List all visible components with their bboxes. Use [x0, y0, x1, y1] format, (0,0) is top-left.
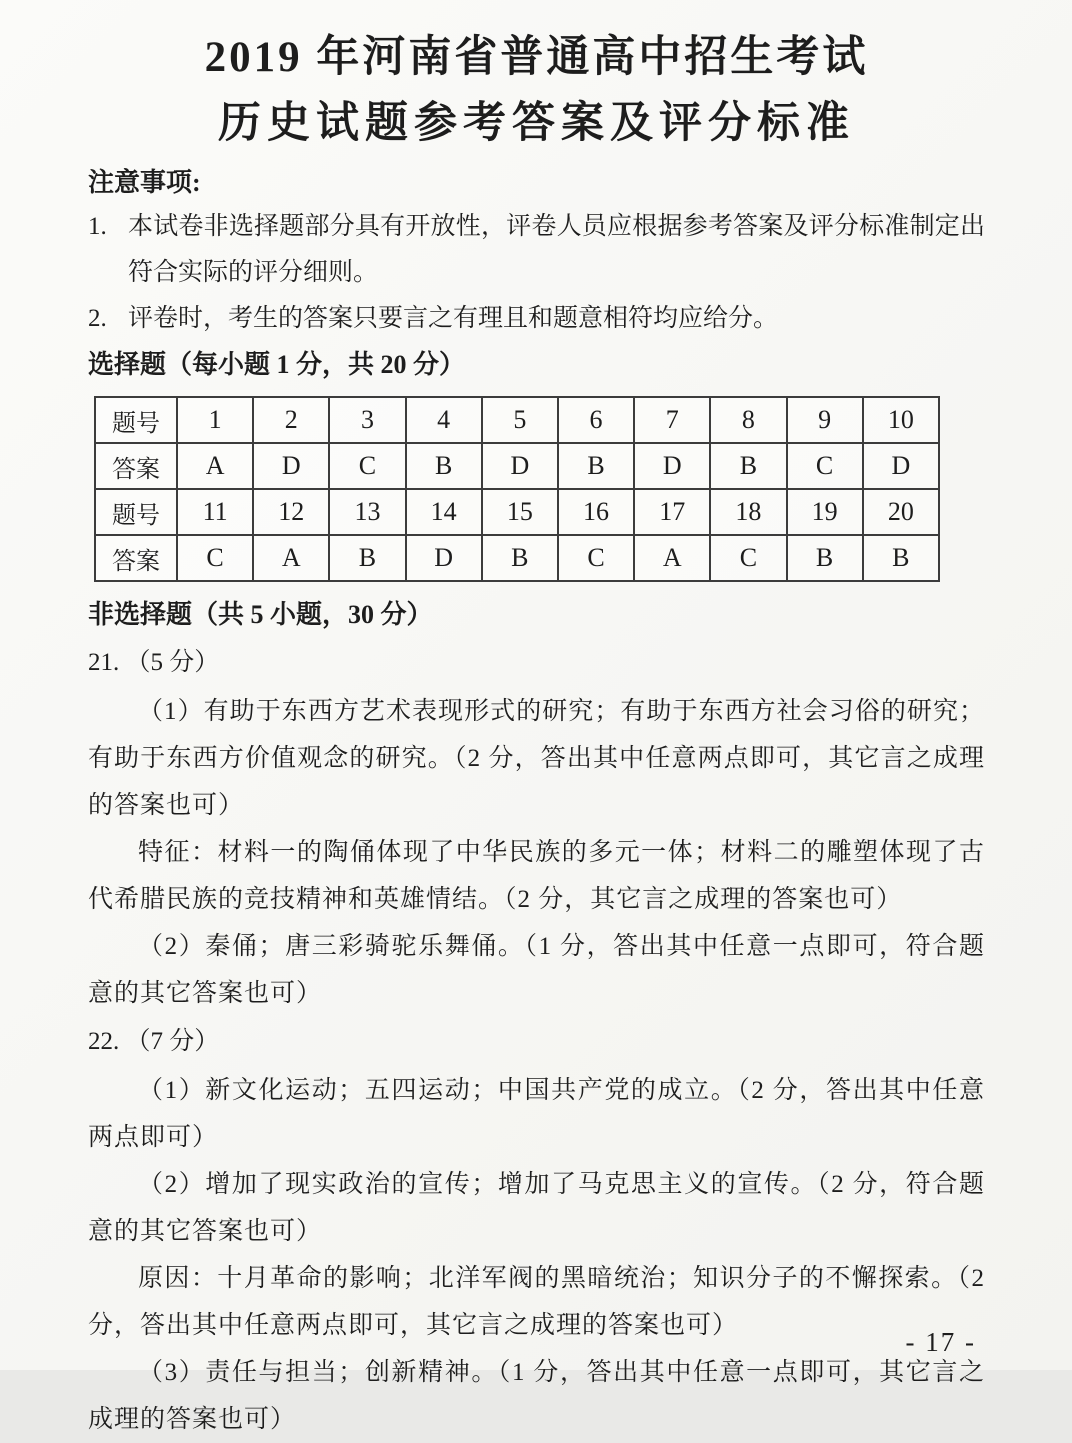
question-number-cell: 11: [177, 489, 253, 535]
question-number-cell: 12: [253, 489, 329, 535]
answer-paragraph: 特征：材料一的陶俑体现了中华民族的多元一体；材料二的雕塑体现了古代希腊民族的竞技精神和英雄情结。（2 分，其它言之成理的答案也可）: [88, 839, 985, 913]
answer-cell: D: [863, 443, 939, 489]
question-number: 22.: [88, 1028, 120, 1055]
row-label-cell: 答案: [95, 443, 177, 489]
question-heading: [88, 638, 985, 688]
page-title: 2019 年河南省普通高中招生考试: [204, 34, 869, 81]
question-number-cell: 14: [406, 489, 482, 535]
answer-cell: C: [177, 535, 253, 581]
nonchoice-section-heading: 非选择题（共 5 小题，30 分）: [88, 600, 433, 629]
page-number: - 17 -: [905, 1327, 976, 1357]
question-number-cell: 20: [863, 489, 939, 535]
question-number-cell: 19: [787, 489, 863, 535]
answer-cell: D: [253, 443, 329, 489]
question-number: 21.: [88, 649, 120, 676]
question-number-cell: 16: [558, 489, 634, 535]
question-number-cell: 1: [177, 397, 253, 443]
answer-cell: B: [406, 443, 482, 489]
answer-paragraph: （1）有助于东西方艺术表现形式的研究；有助于东西方社会习俗的研究；有助于东西方价值观念的研究。（2 分，答出其中任意两点即可，其它言之成理的答案也可）: [88, 698, 985, 819]
question-number-cell: 9: [787, 397, 863, 443]
question-number-cell: 3: [329, 397, 405, 443]
answer-table: [94, 396, 940, 582]
answer-cell: B: [329, 535, 405, 581]
question-number-cell: 15: [482, 489, 558, 535]
answer-cell: C: [710, 535, 786, 581]
row-label-cell: 题号: [95, 489, 177, 535]
notice-number: 2.: [88, 305, 107, 332]
table-row-answers: [95, 443, 939, 489]
answer-cell: B: [787, 535, 863, 581]
row-label-cell: 题号: [95, 397, 177, 443]
question-number-cell: 6: [558, 397, 634, 443]
answer-paragraph: （3）责任与担当；创新精神。（1 分，答出其中任意一点即可，其它言之成理的答案也可）: [88, 1359, 985, 1433]
page-subtitle: 历史试题参考答案及评分标准: [218, 100, 855, 147]
notice-heading: 注意事项:: [88, 168, 201, 197]
answer-cell: A: [253, 535, 329, 581]
table-row-answers: [95, 535, 939, 581]
question-score: （7 分）: [125, 1028, 220, 1055]
answer-paragraph: （2）增加了现实政治的宣传；增加了马克思主义的宣传。（2 分，符合题意的其它答案也可）: [88, 1171, 985, 1245]
question-heading: [88, 1017, 985, 1067]
question-number-cell: 17: [634, 489, 710, 535]
table-row-question-numbers: [95, 489, 939, 535]
choice-section-heading: 选择题（每小题 1 分，共 20 分）: [88, 350, 466, 379]
question-number-cell: 18: [710, 489, 786, 535]
question-number-cell: 10: [863, 397, 939, 443]
answer-paragraph: （2）秦俑；唐三彩骑驼乐舞俑。（1 分，答出其中任意一点即可，符合题意的其它答案也可）: [88, 933, 985, 1007]
answer-cell: D: [634, 443, 710, 489]
table-row-question-numbers: [95, 397, 939, 443]
answer-cell: C: [329, 443, 405, 489]
question-number-cell: 5: [482, 397, 558, 443]
notice-text: 本试卷非选择题部分具有开放性，评卷人员应根据参考答案及评分标准制定出符合实际的评分细则。: [128, 213, 985, 286]
answer-paragraph: 原因：十月革命的影响；北洋军阀的黑暗统治；知识分子的不懈探索。（2 分，答出其中任意两点即可，其它言之成理的答案也可）: [88, 1265, 985, 1339]
notice-item-1: [88, 204, 985, 296]
answer-cell: B: [558, 443, 634, 489]
answer-cell: B: [482, 535, 558, 581]
question-number-cell: 7: [634, 397, 710, 443]
question-number-cell: 13: [329, 489, 405, 535]
answer-cell: B: [710, 443, 786, 489]
question-number-cell: 4: [406, 397, 482, 443]
answer-cell: C: [558, 535, 634, 581]
answer-cell: C: [787, 443, 863, 489]
answer-cell: B: [863, 535, 939, 581]
question-22: [88, 1017, 985, 1443]
notice-item-2: [88, 296, 985, 342]
answer-cell: D: [482, 443, 558, 489]
answer-cell: A: [634, 535, 710, 581]
notice-number: 1.: [88, 213, 107, 240]
row-label-cell: 答案: [95, 535, 177, 581]
question-number-cell: 8: [710, 397, 786, 443]
notice-text: 评卷时，考生的答案只要言之有理且和题意相符均应给分。: [128, 305, 779, 332]
question-21: [88, 638, 985, 1017]
question-score: （5 分）: [125, 649, 220, 676]
answer-cell: D: [406, 535, 482, 581]
answer-paragraph: （1）新文化运动；五四运动；中国共产党的成立。（2 分，答出其中任意两点即可）: [88, 1077, 985, 1151]
question-number-cell: 2: [253, 397, 329, 443]
answer-cell: A: [177, 443, 253, 489]
